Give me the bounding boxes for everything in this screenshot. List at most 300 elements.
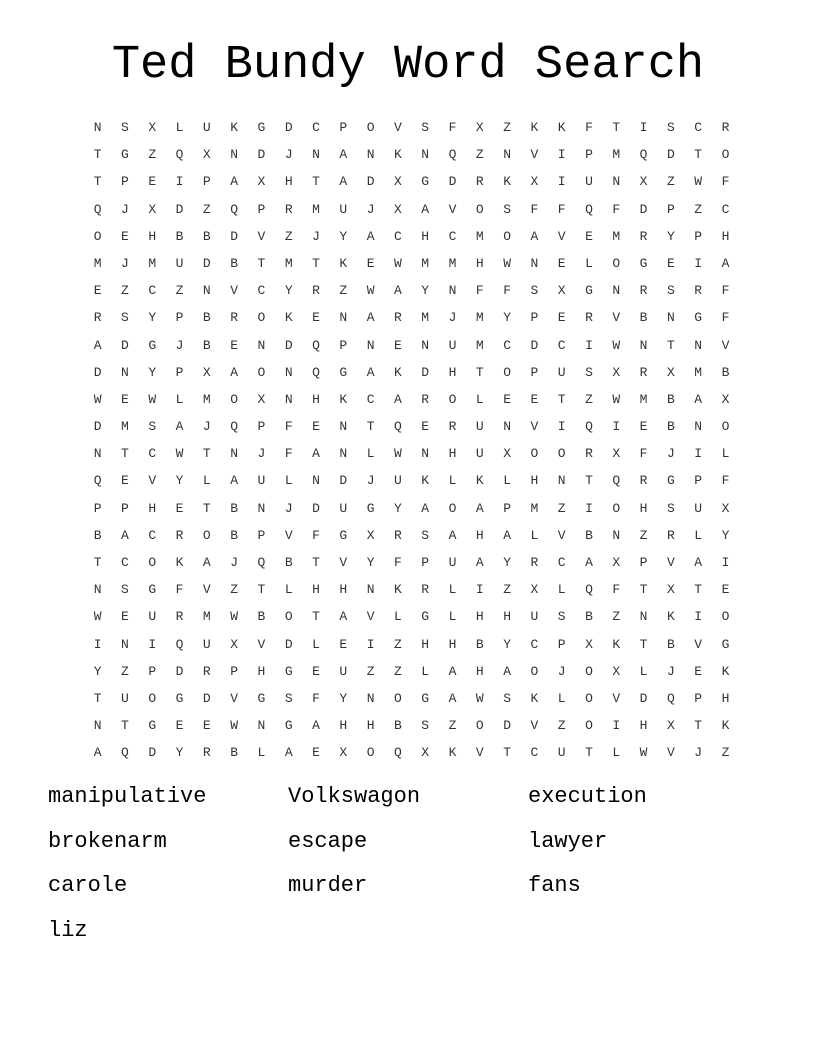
grid-letter: L xyxy=(394,609,402,625)
grid-letter: T xyxy=(639,582,648,598)
grid-letter: A xyxy=(475,500,484,516)
grid-letter: X xyxy=(257,174,266,190)
grid-letter: B xyxy=(666,391,675,407)
grid-letter: X xyxy=(148,201,157,217)
grid-letter: N xyxy=(666,310,675,326)
grid-letter: V xyxy=(448,201,457,217)
grid-letter: E xyxy=(121,228,129,244)
grid-letter: H xyxy=(148,500,157,516)
grid-letter: T xyxy=(585,745,593,761)
grid-letter: U xyxy=(694,500,703,516)
grid-letter: R xyxy=(93,310,102,326)
grid-letter: V xyxy=(366,609,375,625)
grid-letter: M xyxy=(475,228,484,244)
grid-letter: V xyxy=(557,527,566,543)
grid-letter: E xyxy=(530,391,539,407)
grid-letter: E xyxy=(312,663,320,679)
grid-letter: U xyxy=(339,201,348,217)
grid-letter: R xyxy=(721,120,730,135)
grid-letter: R xyxy=(175,609,184,625)
grid-letter: N xyxy=(421,446,430,462)
grid-letter: P xyxy=(694,473,703,489)
grid-letter: U xyxy=(121,690,129,706)
grid-letter: O xyxy=(257,310,266,326)
letter-grid xyxy=(84,114,739,767)
grid-letter: H xyxy=(721,228,730,244)
grid-letter: V xyxy=(257,636,266,652)
grid-letter: O xyxy=(448,500,457,516)
grid-letter: S xyxy=(421,527,430,543)
grid-letter: H xyxy=(257,663,266,679)
grid-letter: P xyxy=(694,690,703,706)
grid-letter: H xyxy=(421,636,430,652)
grid-letter: E xyxy=(93,283,102,299)
grid-letter: M xyxy=(421,310,430,326)
grid-letter: V xyxy=(394,120,402,135)
grid-letter: U xyxy=(339,500,348,516)
grid-letter: C xyxy=(530,745,539,761)
grid-letter: O xyxy=(530,446,539,462)
grid-letter: V xyxy=(694,636,703,652)
grid-letter: D xyxy=(284,636,293,652)
grid-letter: E xyxy=(585,228,593,244)
grid-letter: A xyxy=(448,690,457,706)
word-list-item: lawyer xyxy=(528,828,608,854)
grid-letter: X xyxy=(557,283,566,299)
grid-letter: A xyxy=(339,609,348,625)
grid-letter: J xyxy=(366,201,375,217)
grid-letter: R xyxy=(284,201,293,217)
grid-letter: G xyxy=(148,718,157,734)
grid-letter: D xyxy=(530,337,539,353)
grid-letter: N xyxy=(257,718,266,734)
grid-letter: F xyxy=(284,419,293,435)
grid-letter: W xyxy=(175,446,184,462)
grid-letter: R xyxy=(202,745,211,761)
grid-letter: E xyxy=(557,310,566,326)
grid-letter: I xyxy=(148,636,157,652)
grid-letter: N xyxy=(339,419,348,435)
grid-letter: N xyxy=(448,283,457,299)
grid-letter: G xyxy=(421,174,430,190)
grid-letter: H xyxy=(639,718,648,734)
grid-letter: R xyxy=(694,283,703,299)
grid-letter: S xyxy=(666,120,675,135)
grid-letter: J xyxy=(284,500,293,516)
grid-letter: D xyxy=(148,745,157,761)
grid-letter: I xyxy=(694,446,703,462)
grid-letter: W xyxy=(394,255,402,271)
grid-letter: D xyxy=(121,337,129,353)
grid-letter: T xyxy=(257,582,266,598)
grid-letter: A xyxy=(93,337,102,353)
grid-letter: X xyxy=(639,174,648,190)
grid-letter: H xyxy=(448,636,457,652)
grid-letter: B xyxy=(639,310,648,326)
grid-letter: O xyxy=(721,419,730,435)
grid-letter: J xyxy=(694,745,703,761)
grid-letter: T xyxy=(612,120,621,135)
grid-letter: Q xyxy=(121,745,129,761)
grid-letter: I xyxy=(557,147,566,163)
grid-letter: Y xyxy=(666,228,675,244)
grid-letter: O xyxy=(148,690,157,706)
grid-letter: U xyxy=(585,174,593,190)
word-list xyxy=(48,780,768,958)
grid-letter: L xyxy=(448,609,457,625)
grid-letter: E xyxy=(666,255,675,271)
grid-letter: T xyxy=(312,609,320,625)
grid-letter: Z xyxy=(612,609,621,625)
grid-letter: R xyxy=(394,310,402,326)
page-title: Ted Bundy Word Search xyxy=(111,39,705,92)
grid-letter: L xyxy=(257,745,266,761)
grid-letter: F xyxy=(175,582,184,598)
grid-letter: C xyxy=(557,337,566,353)
grid-letter: Q xyxy=(93,201,102,217)
grid-letter: R xyxy=(666,527,675,543)
grid-letter: I xyxy=(557,419,566,435)
grid-letter: G xyxy=(666,473,675,489)
grid-letter: X xyxy=(421,745,430,761)
grid-letter: X xyxy=(148,120,157,135)
grid-letter: U xyxy=(530,609,539,625)
grid-letter: V xyxy=(666,745,675,761)
grid-letter: F xyxy=(721,310,730,326)
grid-letter: Y xyxy=(366,555,375,570)
grid-letter: S xyxy=(148,419,157,435)
grid-letter: M xyxy=(475,310,484,326)
grid-letter: V xyxy=(339,555,348,570)
grid-letter: X xyxy=(366,527,375,543)
grid-letter: Y xyxy=(284,283,293,299)
grid-letter: K xyxy=(448,745,457,761)
grid-letter: P xyxy=(175,310,184,326)
grid-letter: P xyxy=(121,174,129,190)
grid-letter: A xyxy=(366,228,375,244)
grid-letter: X xyxy=(585,636,593,652)
grid-letter: B xyxy=(230,745,239,761)
grid-letter: P xyxy=(257,201,266,217)
grid-letter: A xyxy=(394,391,402,407)
grid-letter: T xyxy=(557,391,566,407)
grid-letter: Z xyxy=(557,718,566,734)
grid-letter: Z xyxy=(721,745,730,761)
grid-letter: B xyxy=(230,527,239,543)
grid-letter: N xyxy=(257,500,266,516)
word-list-item: manipulative xyxy=(48,784,207,809)
grid-letter: W xyxy=(394,446,402,462)
grid-letter: C xyxy=(503,337,511,353)
grid-letter: U xyxy=(557,364,566,380)
grid-letter: E xyxy=(721,582,730,598)
grid-letter: W xyxy=(503,255,511,271)
grid-letter: R xyxy=(585,310,593,326)
grid-letter: E xyxy=(394,337,402,353)
grid-letter: Y xyxy=(503,555,511,570)
grid-letter: B xyxy=(230,500,239,516)
grid-letter: I xyxy=(557,174,566,190)
grid-letter: I xyxy=(694,609,703,625)
grid-letter: D xyxy=(503,718,511,734)
grid-letter: R xyxy=(202,663,211,679)
grid-letter: R xyxy=(639,228,648,244)
grid-letter: K xyxy=(339,255,348,271)
grid-letter: G xyxy=(148,582,157,598)
grid-letter: X xyxy=(721,391,730,407)
grid-letter: V xyxy=(557,228,566,244)
grid-letter: J xyxy=(230,555,239,570)
grid-letter: H xyxy=(448,364,457,380)
grid-letter: R xyxy=(421,582,430,598)
grid-letter: D xyxy=(639,201,648,217)
grid-letter: H xyxy=(366,718,375,734)
grid-letter: M xyxy=(202,609,211,625)
grid-letter: X xyxy=(394,201,402,217)
grid-letter: I xyxy=(585,337,593,353)
grid-letter: Y xyxy=(721,527,730,543)
grid-letter: N xyxy=(557,473,566,489)
grid-letter: D xyxy=(230,228,239,244)
grid-letter: V xyxy=(148,473,157,489)
grid-letter: Z xyxy=(366,663,375,679)
grid-letter: F xyxy=(585,120,593,135)
grid-letter: I xyxy=(93,636,102,652)
grid-letter: E xyxy=(121,391,129,407)
grid-letter: K xyxy=(339,391,348,407)
grid-letter: F xyxy=(312,690,320,706)
grid-letter: H xyxy=(339,582,348,598)
grid-letter: O xyxy=(585,690,593,706)
grid-letter: T xyxy=(312,174,320,190)
grid-letter: N xyxy=(503,147,511,163)
grid-letter: A xyxy=(175,419,184,435)
grid-letter: I xyxy=(585,500,593,516)
grid-letter: N xyxy=(93,446,102,462)
grid-letter: N xyxy=(312,147,320,163)
grid-letter: O xyxy=(475,718,484,734)
grid-letter: L xyxy=(475,391,484,407)
grid-letter: M xyxy=(202,391,211,407)
grid-letter: F xyxy=(721,283,730,299)
grid-letter: F xyxy=(612,582,621,598)
grid-letter: S xyxy=(421,120,430,135)
grid-letter: Q xyxy=(257,555,266,570)
grid-letter: T xyxy=(694,718,703,734)
grid-letter: N xyxy=(421,147,430,163)
word-list-item: escape xyxy=(288,828,368,854)
grid-letter: N xyxy=(257,337,266,353)
grid-letter: D xyxy=(93,419,102,435)
grid-letter: Q xyxy=(585,419,593,435)
grid-letter: T xyxy=(312,555,320,570)
grid-letter: N xyxy=(202,283,211,299)
grid-letter: Z xyxy=(230,582,239,598)
grid-letter: O xyxy=(230,391,239,407)
grid-letter: A xyxy=(475,555,484,570)
grid-letter: A xyxy=(448,527,457,543)
grid-letter: N xyxy=(121,636,129,652)
grid-letter: F xyxy=(284,446,293,462)
grid-letter: H xyxy=(475,663,484,679)
grid-letter: F xyxy=(475,283,484,299)
grid-letter: V xyxy=(230,690,239,706)
grid-letter: V xyxy=(284,527,293,543)
grid-letter: U xyxy=(557,745,566,761)
grid-letter: C xyxy=(721,201,730,217)
grid-letter: J xyxy=(312,228,320,244)
grid-letter: K xyxy=(612,636,621,652)
grid-letter: B xyxy=(93,527,102,543)
grid-letter: J xyxy=(202,419,211,435)
grid-letter: N xyxy=(284,364,293,380)
grid-letter: R xyxy=(639,283,648,299)
grid-letter: J xyxy=(666,663,675,679)
grid-letter: E xyxy=(202,718,211,734)
grid-letter: T xyxy=(93,690,102,706)
grid-letter: A xyxy=(503,527,511,543)
grid-letter: Q xyxy=(230,419,239,435)
grid-letter: L xyxy=(448,473,457,489)
grid-letter: R xyxy=(175,527,184,543)
grid-letter: P xyxy=(530,364,539,380)
grid-letter: N xyxy=(639,337,648,353)
grid-letter: W xyxy=(694,174,703,190)
grid-letter: R xyxy=(394,527,402,543)
grid-letter: R xyxy=(421,391,430,407)
grid-letter: K xyxy=(394,147,402,163)
grid-letter: Q xyxy=(639,147,648,163)
grid-letter: X xyxy=(257,391,266,407)
grid-letter: S xyxy=(585,364,593,380)
grid-letter: Q xyxy=(394,419,402,435)
grid-letter: O xyxy=(366,120,375,135)
grid-letter: Y xyxy=(175,745,184,761)
grid-letter: H xyxy=(339,718,348,734)
grid-letter: F xyxy=(448,120,457,135)
grid-letter: L xyxy=(639,663,648,679)
grid-letter: N xyxy=(284,391,293,407)
grid-letter: A xyxy=(421,201,430,217)
grid-letter: I xyxy=(639,120,648,135)
grid-letter: G xyxy=(421,690,430,706)
grid-letter: C xyxy=(257,283,266,299)
grid-letter: J xyxy=(257,446,266,462)
grid-letter: F xyxy=(312,527,320,543)
grid-letter: D xyxy=(312,500,320,516)
grid-letter: R xyxy=(530,555,539,570)
grid-letter: D xyxy=(339,473,348,489)
grid-letter: A xyxy=(230,364,239,380)
grid-letter: D xyxy=(175,663,184,679)
grid-letter: N xyxy=(366,582,375,598)
grid-letter: S xyxy=(121,310,129,326)
grid-letter: M xyxy=(612,147,621,163)
grid-letter: E xyxy=(230,337,239,353)
grid-letter: V xyxy=(202,582,211,598)
grid-letter: L xyxy=(202,473,211,489)
grid-letter: P xyxy=(530,310,539,326)
grid-letter: P xyxy=(230,663,239,679)
grid-letter: B xyxy=(585,609,593,625)
grid-letter: C xyxy=(557,555,566,570)
grid-letter: J xyxy=(666,446,675,462)
grid-letter: X xyxy=(530,582,539,598)
grid-letter: M xyxy=(312,201,320,217)
grid-letter: T xyxy=(666,337,675,353)
grid-letter: X xyxy=(666,582,675,598)
grid-letter: L xyxy=(557,582,566,598)
grid-letter: Y xyxy=(503,636,511,652)
grid-letter: P xyxy=(202,174,211,190)
grid-letter: C xyxy=(312,120,320,135)
grid-letter: G xyxy=(721,636,730,652)
grid-letter: O xyxy=(448,391,457,407)
grid-letter: P xyxy=(694,228,703,244)
word-list-item: murder xyxy=(288,873,368,898)
word-list-item: execution xyxy=(528,784,647,809)
grid-letter: N xyxy=(612,174,621,190)
grid-letter: D xyxy=(366,174,375,190)
grid-letter: M xyxy=(475,337,484,353)
grid-letter: P xyxy=(257,527,266,543)
grid-letter: S xyxy=(530,283,539,299)
grid-letter: N xyxy=(366,147,375,163)
grid-letter: N xyxy=(339,446,348,462)
grid-letter: S xyxy=(503,690,511,706)
grid-letter: O xyxy=(148,555,157,570)
grid-letter: J xyxy=(175,337,184,353)
grid-letter: U xyxy=(148,609,157,625)
grid-letter: A xyxy=(121,527,129,543)
grid-letter: F xyxy=(394,555,402,570)
grid-letter: V xyxy=(257,228,266,244)
grid-letter: K xyxy=(284,310,293,326)
grid-letter: I xyxy=(175,174,184,190)
grid-letter: I xyxy=(694,255,703,271)
grid-letter: G xyxy=(585,283,593,299)
grid-letter: J xyxy=(121,255,129,271)
grid-letter: L xyxy=(503,473,511,489)
grid-letter: F xyxy=(639,446,648,462)
grid-letter: T xyxy=(202,500,211,516)
grid-letter: S xyxy=(284,690,293,706)
grid-letter: Y xyxy=(93,663,102,679)
grid-letter: S xyxy=(503,201,511,217)
grid-letter: A xyxy=(339,147,348,163)
grid-letter: O xyxy=(284,609,293,625)
grid-letter: E xyxy=(557,255,566,271)
grid-letter: H xyxy=(475,527,484,543)
grid-letter: P xyxy=(585,147,593,163)
grid-letter: D xyxy=(284,337,293,353)
grid-letter: E xyxy=(312,419,320,435)
grid-letter: N xyxy=(694,419,703,435)
grid-letter: Y xyxy=(175,473,184,489)
grid-letter: X xyxy=(612,555,621,570)
grid-letter: Z xyxy=(175,283,184,299)
grid-letter: A xyxy=(339,174,348,190)
grid-letter: A xyxy=(366,310,375,326)
grid-letter: B xyxy=(230,255,239,271)
grid-letter: O xyxy=(93,228,102,244)
grid-letter: H xyxy=(421,228,430,244)
grid-letter: S xyxy=(421,718,430,734)
grid-letter: M xyxy=(694,364,703,380)
grid-letter: C xyxy=(530,636,539,652)
grid-letter: F xyxy=(612,201,621,217)
grid-letter: O xyxy=(503,228,511,244)
